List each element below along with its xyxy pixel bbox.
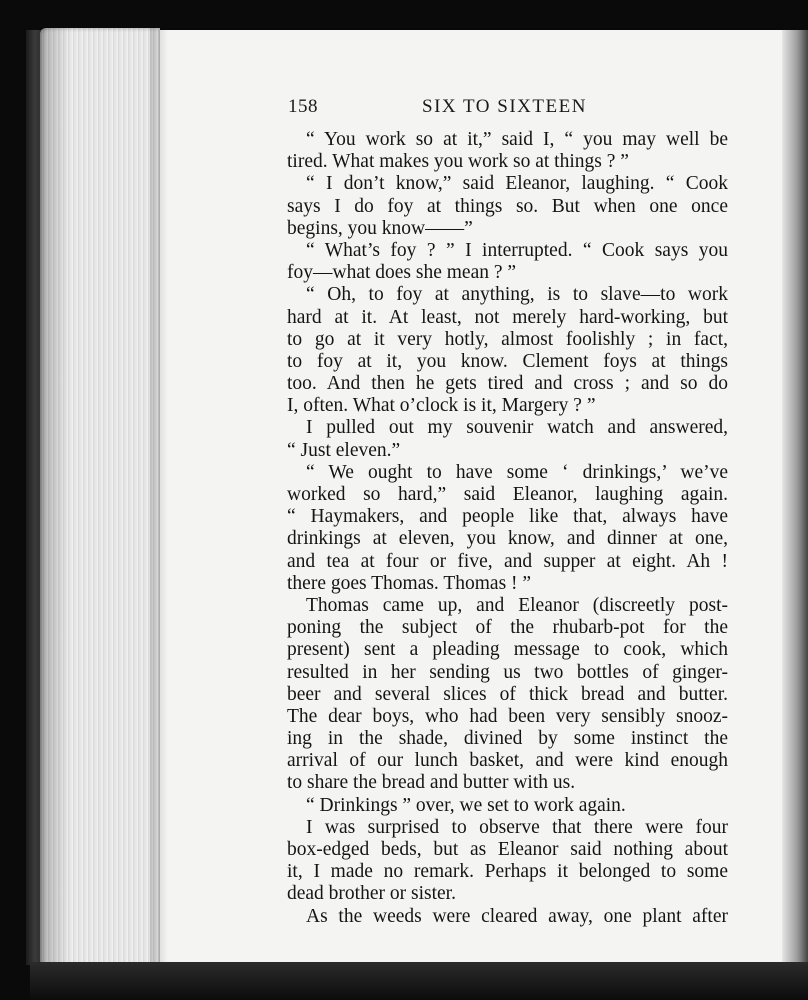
text-line: resulted in her sending us two bottles of ginger- bbox=[287, 661, 728, 683]
text-line: “ What’s foy ? ” I interrupted. “ Cook says you bbox=[306, 239, 728, 261]
text-line: too. And then he gets tired and cross ; and so do bbox=[287, 373, 728, 395]
book-cover-bottom bbox=[30, 962, 808, 1000]
text-line: arrival of our lunch basket, and were kind enough bbox=[287, 750, 728, 772]
text-line: to share the bread and butter with us. bbox=[287, 772, 576, 794]
text-line: “ You work so at it,” said I, “ you may well be bbox=[306, 129, 728, 150]
body-text bbox=[287, 129, 728, 928]
text-line: The dear boys, who had been very sensibly snooz- bbox=[287, 705, 728, 727]
text-line: I was surprised to observe that there were four bbox=[306, 816, 728, 838]
text-line: drinkings at eleven, you know, and dinner at one, bbox=[287, 528, 728, 550]
text-line: dead brother or sister. bbox=[287, 883, 456, 905]
text-line: Thomas came up, and Eleanor (discreetly post- bbox=[306, 594, 728, 616]
text-line: “ Just eleven.” bbox=[287, 439, 401, 461]
text-line: I pulled out my souvenir watch and answered, bbox=[306, 417, 728, 439]
text-line: “ Oh, to foy at anything, is to slave—to work bbox=[306, 284, 728, 306]
text-line: begins, you know——” bbox=[287, 217, 473, 239]
text-line: worked so hard,” said Eleanor, laughing again. bbox=[287, 484, 728, 505]
text-line: box-edged beds, but as Eleanor said nothing about bbox=[287, 839, 728, 860]
running-title: SIX TO SIXTEEN bbox=[422, 96, 587, 117]
text-line: “ We ought to have some ‘ drinkings,’ we’ve bbox=[306, 461, 728, 483]
page-number: 158 bbox=[288, 96, 318, 117]
text-line: “ Haymakers, and people like that, always have bbox=[287, 506, 728, 528]
facing-page-edge bbox=[782, 30, 808, 965]
text-line: “ I don’t know,” said Eleanor, laughing. “ Cook bbox=[306, 173, 728, 195]
text-line: present) sent a pleading message to cook, which bbox=[287, 639, 728, 661]
text-line: says I do foy at things so. But when one once bbox=[287, 195, 728, 217]
text-line: beer and several slices of thick bread and butter. bbox=[287, 683, 728, 705]
text-line: it, I made no remark. Perhaps it belonged to some bbox=[287, 861, 728, 883]
text-line: foy—what does she mean ? ” bbox=[287, 262, 517, 284]
text-line: and tea at four or five, and supper at eight. Ah ! bbox=[287, 550, 728, 572]
text-line: hard at it. At least, not merely hard-working, but bbox=[287, 306, 728, 328]
text-line: to go at it very hotly, almost foolishly ; in fact, bbox=[287, 328, 728, 350]
text-line: poning the subject of the rhubarb-pot for the bbox=[287, 617, 728, 639]
gutter-shadow bbox=[150, 28, 168, 968]
text-line: As the weeds were cleared away, one plant after bbox=[306, 905, 728, 927]
text-line: tired. What makes you work so at things ? ” bbox=[287, 151, 629, 173]
running-head bbox=[288, 96, 728, 120]
page-stack-edges bbox=[40, 28, 160, 968]
text-line: “ Drinkings ” over, we set to work again. bbox=[306, 794, 626, 816]
text-line: I, often. What o’clock is it, Margery ? ” bbox=[287, 395, 596, 417]
text-line: ing in the shade, divined by some instinct the bbox=[287, 728, 728, 750]
text-line: there goes Thomas. Thomas ! ” bbox=[287, 572, 532, 594]
text-line: to foy at it, you know. Clement foys at things bbox=[287, 350, 728, 372]
